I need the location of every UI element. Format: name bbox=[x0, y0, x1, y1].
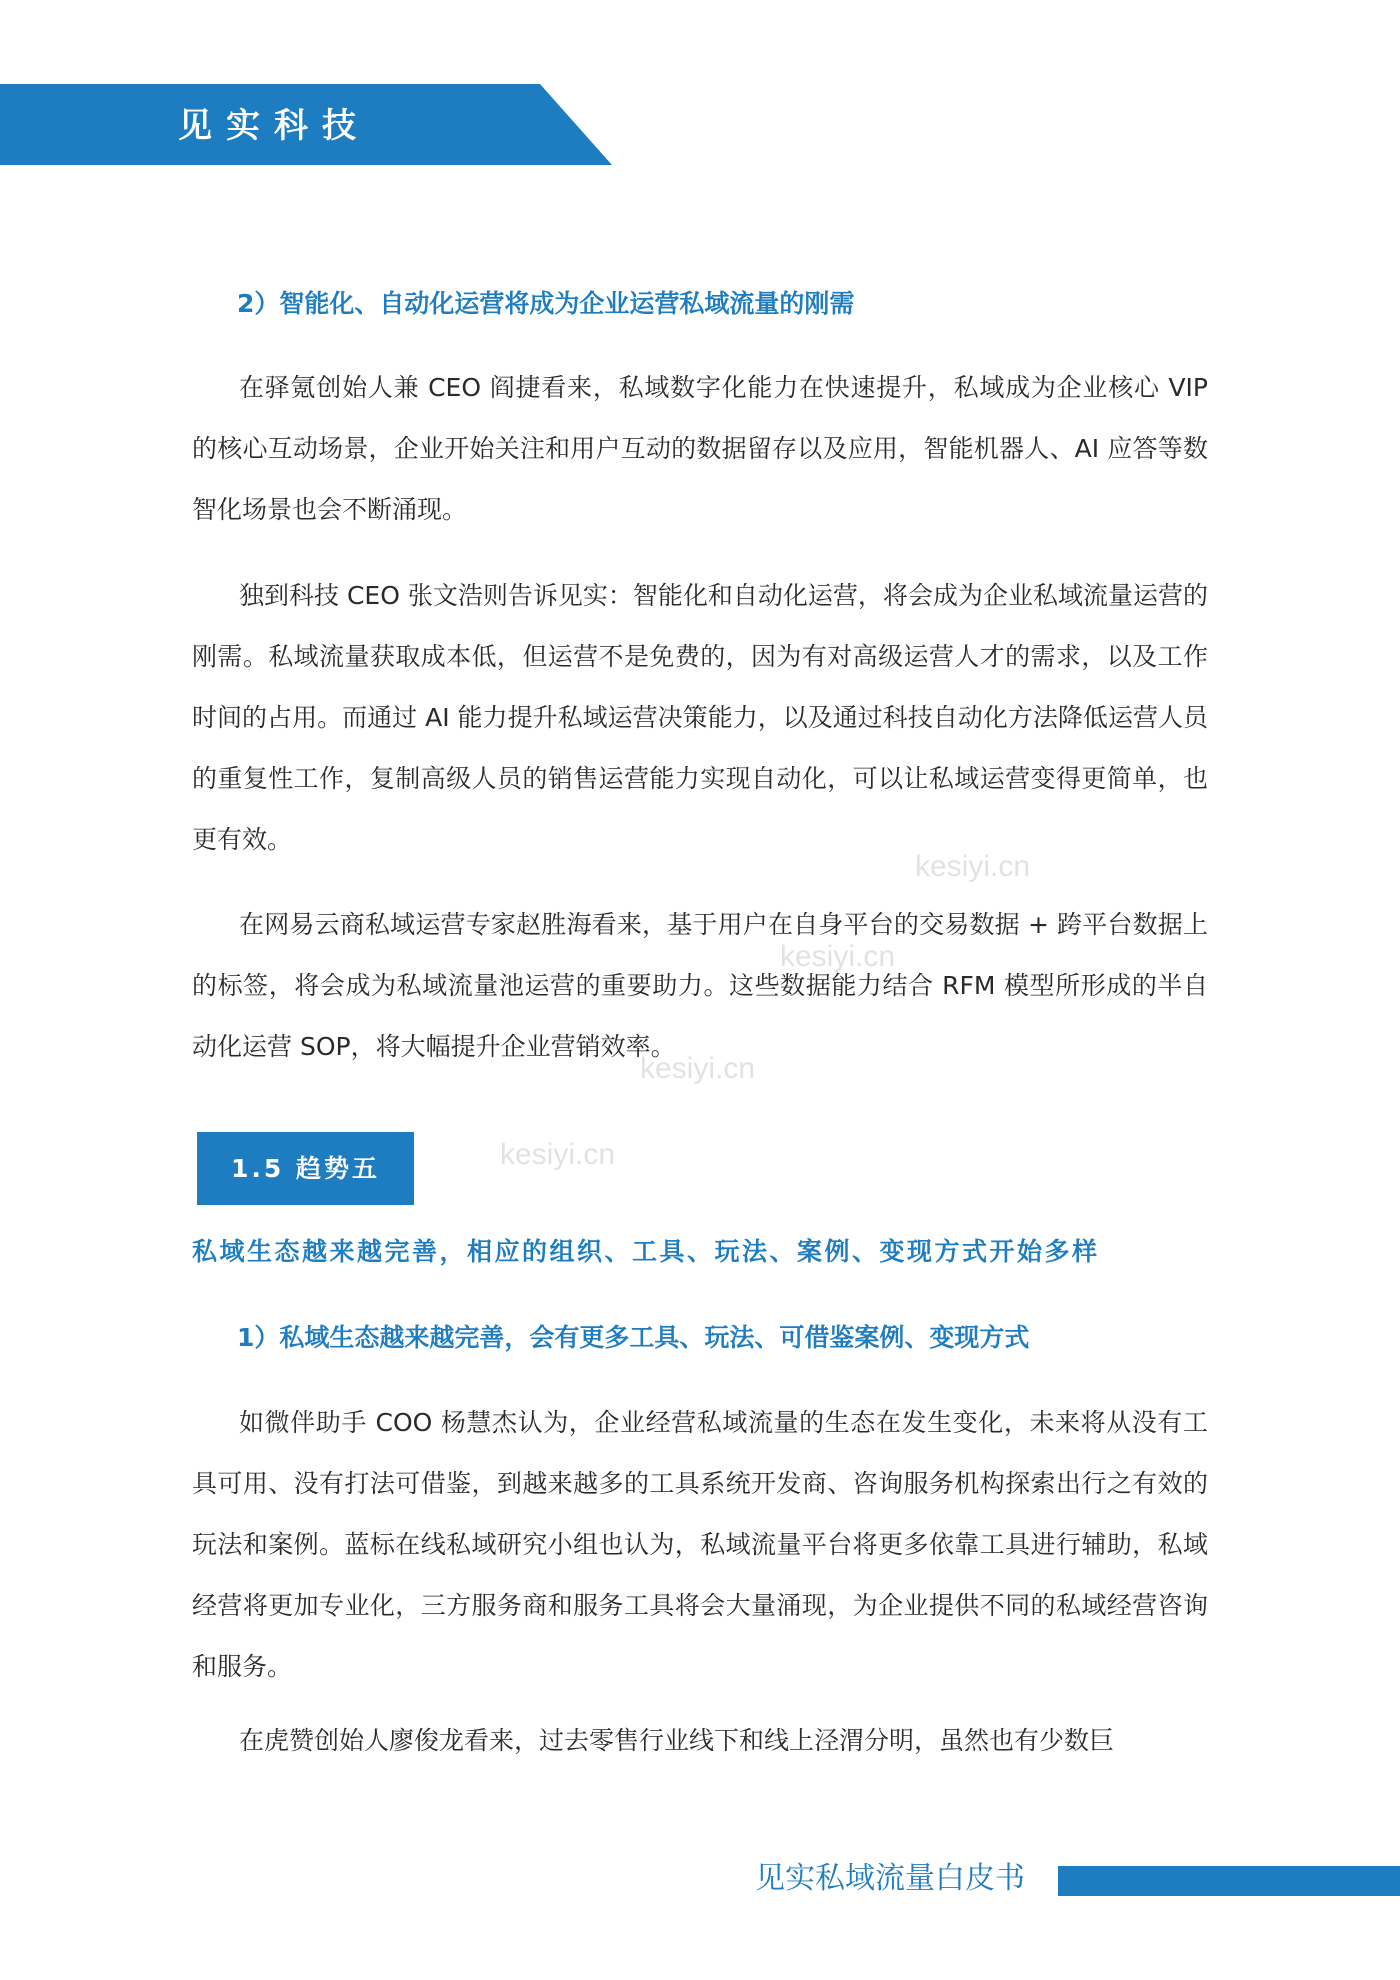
footer-bar bbox=[1058, 1866, 1400, 1896]
footer-title: 见实私域流量白皮书 bbox=[755, 1861, 1025, 1896]
paragraph-5: 在虎赞创始人廖俊龙看来，过去零售行业线下和线上泾渭分明，虽然也有少数巨 bbox=[239, 1726, 1115, 1755]
watermark-text: kesiyi.cn bbox=[500, 1138, 616, 1171]
subheading-1: 1）私域生态越来越完善，会有更多工具、玩法、可借鉴案例、变现方式 bbox=[237, 1323, 1030, 1352]
watermark-text: kesiyi.cn bbox=[780, 940, 896, 973]
paragraph-4: 如微伴助手 COO 杨慧杰认为，企业经营私域流量的生态在发生变化，未来将从没有工具可用、没有打法可借鉴，到越来越多的工具系统开发商、咨询服务机构探索出行之有效的玩法和案例。蓝标在线私域研究小组也认为，私域流量平台将更多依靠工具进行辅助，私域经营将更加专业化，三方服务商和服务工具将会大量涌现，为企业提供不同的私域经营咨询和服务。 bbox=[192, 1408, 1208, 1681]
paragraph-1: 在驿氪创始人兼 CEO 阎捷看来，私域数字化能力在快速提升，私域成为企业核心 VIP 的核心互动场景，企业开始关注和用户互动的数据留存以及应用，智能机器人、AI 应答等数智化场景也会不断涌现。 bbox=[192, 373, 1208, 524]
subheading-2: 2）智能化、自动化运营将成为企业运营私域流量的刚需 bbox=[237, 289, 855, 318]
section-headline: 私域生态越来越完善，相应的组织、工具、玩法、案例、变现方式开始多样 bbox=[192, 1237, 1100, 1266]
paragraph-3: 在网易云商私域运营专家赵胜海看来，基于用户在自身平台的交易数据 + 跨平台数据上的标签，将会成为私域流量池运营的重要助力。这些数据能力结合 RFM 模型所形成的半自动化运营 SOP，将大幅提升企业营销效率。 bbox=[192, 910, 1208, 1061]
paragraph-2: 独到科技 CEO 张文浩则告诉见实：智能化和自动化运营，将会成为企业私域流量运营的刚需。私域流量获取成本低，但运营不是免费的，因为有对高级运营人才的需求，以及工作时间的占用。而通过 AI 能力提升私域运营决策能力，以及通过科技自动化方法降低运营人员的重复性工作，复制高级人员的销售运营能力实现自动化，可以让私域运营变得更简单，也更有效。 bbox=[192, 581, 1208, 854]
watermark-text: kesiyi.cn bbox=[640, 1052, 756, 1085]
watermark-text: kesiyi.cn bbox=[915, 850, 1031, 883]
header-title: 见实科技 bbox=[178, 106, 370, 146]
section-label-box: 1.5 趋势五 bbox=[197, 1132, 414, 1205]
